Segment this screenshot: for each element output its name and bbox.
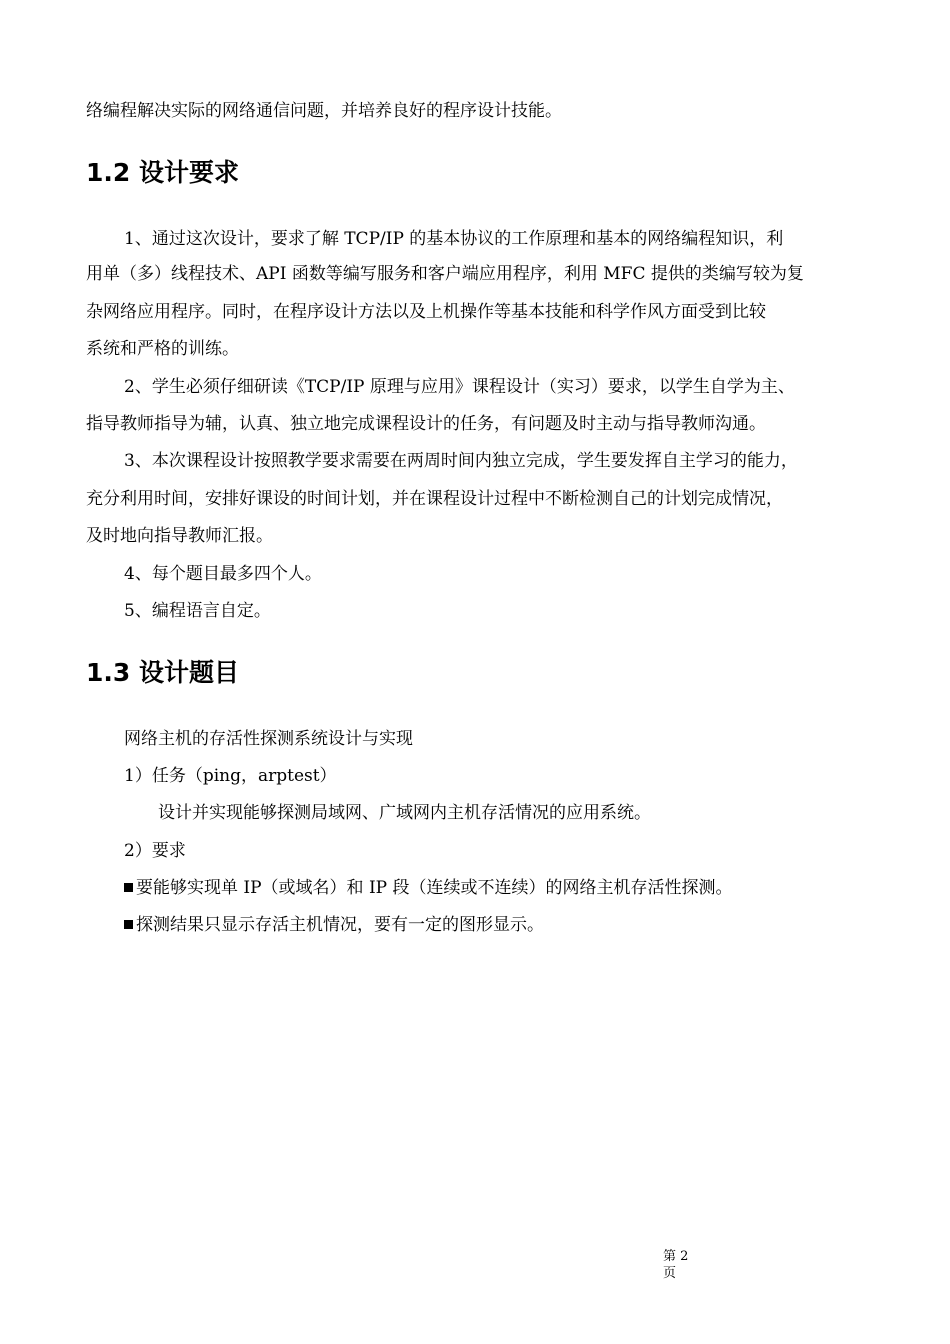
requirement-3-line-2: 充分利用时间，安排好课设的时间计划，并在课程设计过程中不断检测自己的计划完成情况， <box>86 489 783 509</box>
requirement-bullet-1-text: 要能够实现单 IP（或域名）和 IP 段（连续或不连续）的网络主机存活性探测。 <box>136 878 733 898</box>
requirement-2-line-2: 指导教师指导为辅，认真、独立地完成课程设计的任务，有问题及时主动与指导教师沟通。 <box>86 414 766 434</box>
requirement-1-line-2: 用单（多）线程技术、API 函数等编写服务和客户端应用程序，利用 MFC 提供的类编写较为复 <box>86 264 804 284</box>
task-label: 1）任务（ping，arptest） <box>124 766 337 786</box>
design-topic: 网络主机的存活性探测系统设计与实现 <box>124 729 413 749</box>
section-1-3-heading: 1.3 设计题目 <box>86 658 239 687</box>
requirement-1-line-1: 1、通过这次设计，要求了解 TCP/IP 的基本协议的工作原理和基本的网络编程知识，利 <box>124 229 784 249</box>
requirement-3-line-3: 及时地向指导教师汇报。 <box>86 526 273 546</box>
task-description: 设计并实现能够探测局域网、广域网内主机存活情况的应用系统。 <box>158 803 651 823</box>
section-1-2-heading: 1.2 设计要求 <box>86 158 239 187</box>
requirement-1-line-3: 杂网络应用程序。同时，在程序设计方法以及上机操作等基本技能和科学作风方面受到比较 <box>86 302 766 322</box>
requirement-3-line-1: 3、本次课程设计按照教学要求需要在两周时间内独立完成，学生要发挥自主学习的能力， <box>124 451 798 471</box>
page-number-suffix: 页 <box>663 1266 677 1281</box>
requirement-bullet-2 <box>124 914 544 936</box>
square-bullet-icon <box>124 920 133 929</box>
requirement-5-line-1: 5、编程语言自定。 <box>124 601 271 621</box>
requirement-bullet-2-text: 探测结果只显示存活主机情况，要有一定的图形显示。 <box>136 915 544 935</box>
requirement-2-line-1: 2、学生必须仔细研读《TCP/IP 原理与应用》课程设计（实习）要求，以学生自学为主、 <box>124 377 795 397</box>
requirements-label: 2）要求 <box>124 841 186 861</box>
requirement-4-line-1: 4、每个题目最多四个人。 <box>124 564 322 584</box>
page-number-prefix: 第 2 <box>663 1249 689 1264</box>
square-bullet-icon <box>124 883 133 892</box>
requirement-1-line-4: 系统和严格的训练。 <box>86 339 239 359</box>
requirement-bullet-1 <box>124 877 733 899</box>
intro-continuation-line: 络编程解决实际的网络通信问题，并培养良好的程序设计技能。 <box>86 101 562 121</box>
